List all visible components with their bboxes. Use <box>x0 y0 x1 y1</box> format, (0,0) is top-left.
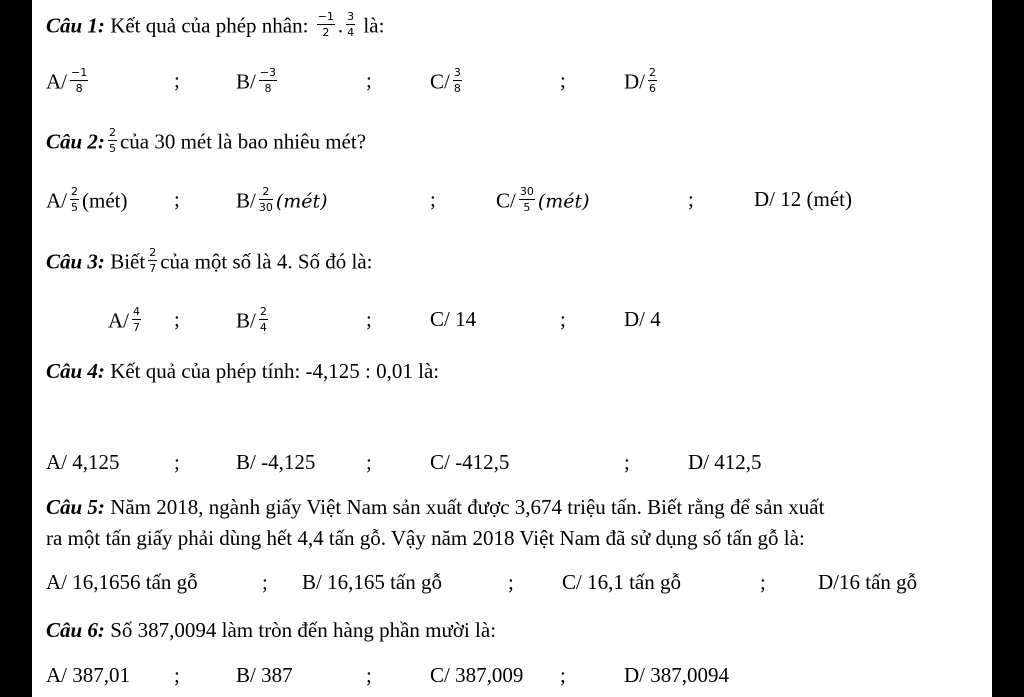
question-2-fraction: $\frac{2}{5}$ <box>108 126 116 155</box>
q2-separator-2: ; <box>430 187 436 211</box>
question-2 <box>46 126 367 157</box>
q4-option-d: D/ 412,5 <box>688 450 762 474</box>
q3-separator-2: ; <box>366 307 372 331</box>
question-5-label: Câu 5: <box>46 495 105 519</box>
worksheet-page <box>32 0 992 697</box>
question-1-text: Kết quả của phép nhân: <box>110 13 309 38</box>
question-5 <box>46 497 824 518</box>
question-4-label: Câu 4: <box>46 359 105 383</box>
q6-separator-1: ; <box>174 663 180 687</box>
q5-separator-1: ; <box>262 570 268 594</box>
q2-option-b: B/ $\frac{2}{30}$ (mét) <box>236 185 328 214</box>
q6-option-d: D/ 387,0094 <box>624 663 729 687</box>
q5-separator-2: ; <box>508 570 514 594</box>
q2-separator-1: ; <box>174 187 180 211</box>
q5-option-d: D/16 tấn gỗ <box>818 570 918 594</box>
question-5-line-2: ra một tấn giấy phải dùng hết 4,4 tấn gỗ. Vậy năm 2018 Việt Nam đã sử dụng số tấn gỗ là: <box>46 526 805 550</box>
q1-separator-2: ; <box>366 68 372 92</box>
question-1-fraction-1: $\frac{-1}{2}$ <box>317 10 334 39</box>
question-3 <box>46 246 373 277</box>
q5-separator-3: ; <box>760 570 766 594</box>
q1-separator-3: ; <box>560 68 566 92</box>
q3-option-b: B/ $\frac{2}{4}$ <box>236 305 267 334</box>
q6-separator-2: ; <box>366 663 372 687</box>
q3-separator-3: ; <box>560 307 566 331</box>
q2-option-a: A/ $\frac{2}{5}$ (mét) <box>46 185 128 214</box>
question-6 <box>46 620 496 641</box>
q4-option-b: B/ -4,125 <box>236 450 316 474</box>
q5-option-c: C/ 16,1 tấn gỗ <box>562 570 681 594</box>
question-4 <box>46 361 439 382</box>
question-4-text: Kết quả của phép tính: -4,125 : 0,01 là: <box>110 359 440 383</box>
q4-option-a: A/ 4,125 <box>46 450 120 474</box>
q2-separator-3: ; <box>688 187 694 211</box>
question-1-label: Câu 1: <box>46 13 105 38</box>
q6-option-a: A/ 387,01 <box>46 663 130 687</box>
q6-separator-3: ; <box>560 663 566 687</box>
q1-separator-1: ; <box>174 68 180 92</box>
q4-option-c: C/ -412,5 <box>430 450 510 474</box>
q4-separator-1: ; <box>174 450 180 474</box>
q6-option-b: B/ 387 <box>236 663 293 687</box>
q1-option-d: D/ $\frac{2}{6}$ <box>624 66 656 95</box>
question-3-label: Câu 3: <box>46 249 105 274</box>
q3-separator-1: ; <box>174 307 180 331</box>
q4-separator-2: ; <box>366 450 372 474</box>
q1-option-b: B/ $\frac{-3}{8}$ <box>236 66 277 95</box>
question-2-label: Câu 2: <box>46 129 105 154</box>
q3-option-a: A/ $\frac{4}{7}$ <box>108 305 140 334</box>
question-6-text: Số 387,0094 làm tròn đến hàng phần mười là: <box>110 618 497 642</box>
question-3-pre: Biết <box>110 249 146 274</box>
question-3-fraction: $\frac{2}{7}$ <box>149 246 157 275</box>
question-3-text: của một số là 4. Số đó là: <box>160 249 373 274</box>
question-1 <box>46 10 385 41</box>
q2-option-d: D/ 12 (mét) <box>754 187 852 211</box>
question-1-fraction-2: $\frac{3}{4}$ <box>347 10 355 39</box>
q2-option-c: C/ $\frac{30}{5}$ (mét) <box>496 185 590 214</box>
q5-option-a: A/ 16,1656 tấn gỗ <box>46 570 198 594</box>
q3-option-d: D/ 4 <box>624 307 661 331</box>
question-2-text: của 30 mét là bao nhiêu mét? <box>119 129 367 154</box>
q1-option-a: A/ $\frac{-1}{8}$ <box>46 66 88 95</box>
q6-option-c: C/ 387,009 <box>430 663 524 687</box>
q5-option-b: B/ 16,165 tấn gỗ <box>302 570 442 594</box>
q1-option-c: C/ $\frac{3}{8}$ <box>430 66 461 95</box>
question-1-dot: . <box>337 13 344 38</box>
q3-option-c: C/ 14 <box>430 307 477 331</box>
question-6-label: Câu 6: <box>46 618 105 642</box>
question-1-tail: là: <box>363 13 385 38</box>
question-5-text: Năm 2018, ngành giấy Việt Nam sản xuất được 3,674 triệu tấn. Biết rằng để sản xuất <box>110 495 825 519</box>
q4-separator-3: ; <box>624 450 630 474</box>
